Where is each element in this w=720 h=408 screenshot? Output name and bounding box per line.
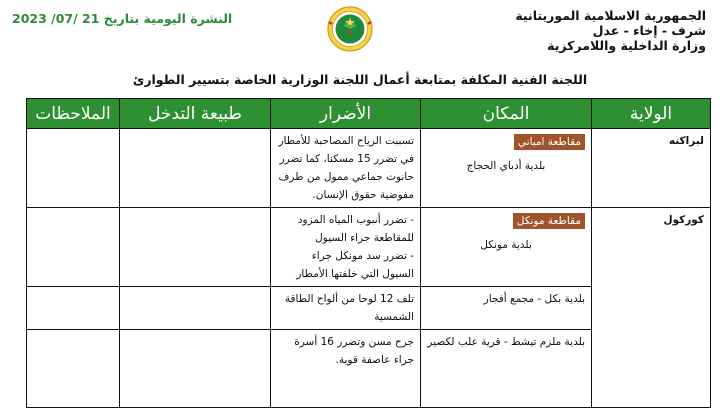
notes-cell (27, 287, 120, 330)
national-motto: شرف - إخاء - عدل (592, 23, 706, 38)
district-badge: مقاطعة مونكل (513, 213, 585, 229)
country-name: الجمهورية الاسلامية الموريتانية (515, 8, 706, 23)
intervention-cell (120, 129, 271, 208)
intervention-cell (120, 287, 271, 330)
damage-report-table (26, 98, 711, 408)
place-cell (421, 208, 592, 287)
wilaya-cell: لبراكنه (592, 129, 711, 208)
header-damage: الأضرار (271, 99, 421, 129)
notes-cell (27, 330, 120, 408)
table-row (27, 208, 711, 287)
table-header-row (27, 99, 711, 129)
ministry-name: وزارة الداخلية واللامركزية (547, 38, 706, 53)
place-cell: بلدية بكل - مجمع أفجار (421, 287, 592, 330)
header-place: المكان (421, 99, 592, 129)
header-wilaya: الولاية (592, 99, 711, 129)
district-badge: مقاطعة امباني (514, 134, 585, 150)
table-row (27, 129, 711, 208)
place-cell (421, 129, 592, 208)
notes-cell (27, 208, 120, 287)
committee-title: اللجنة الفنية المكلفة بمتابعة أعمال اللجنة الوزارية الخاصة بتسيير الطوارئ (132, 72, 588, 87)
intervention-cell (120, 208, 271, 287)
damage-cell: تلف 12 لوحا من ألواح الطاقة الشمسية (271, 287, 421, 330)
wilaya-cell: كوركول (592, 208, 711, 408)
damage-line: - تضرر أنبوب المياه المزود للمقاطعة جراء السيول (297, 214, 414, 244)
intervention-cell (120, 330, 271, 408)
bulletin-date: النشرة اليومية بتاريخ 21 /07/ 2023 (12, 11, 233, 26)
damage-cell: تسببت الرياح المصاحبة للأمطار في تضرر 15 مسكنا، كما تضرر حانوت جماعي ممول من طرف مفوضية حقوق الإنسان. (271, 129, 421, 208)
header-intervention: طبيعة التدخل (120, 99, 271, 129)
notes-cell (27, 129, 120, 208)
header-org (515, 8, 706, 53)
municipality-text: بلدية مونكل (480, 239, 532, 251)
damage-cell (271, 208, 421, 287)
header-notes: الملاحظات (27, 99, 120, 129)
damage-line: - تضرر سد مونكل جراء السيول التي خلفتها الأمطار (296, 250, 414, 280)
place-cell: بلدية ملزم تيشط - قرية علب لكصير (421, 330, 592, 408)
damage-cell: جرح مسن وتضرر 16 أسرة جراء عاصفة قوية. (271, 330, 421, 408)
municipality-text: بلدية أدباي الحجاج (466, 160, 546, 172)
mauritania-emblem-icon (327, 6, 373, 52)
